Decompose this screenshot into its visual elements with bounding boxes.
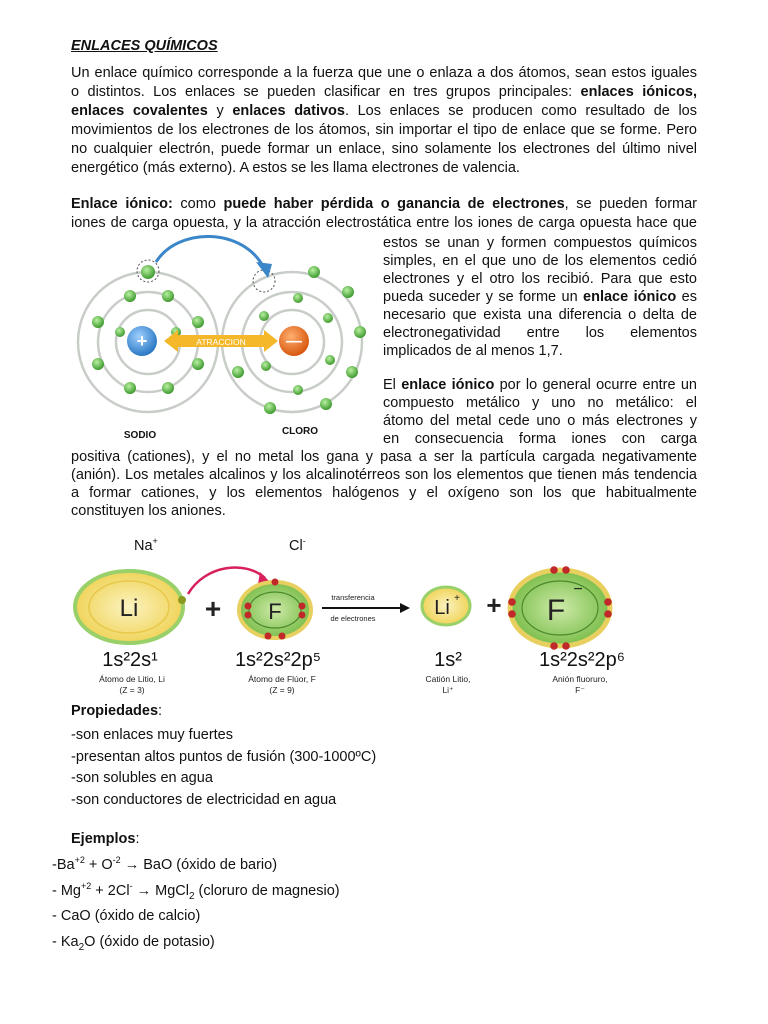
ionic-bond-term: enlace iónico [583, 289, 677, 305]
svg-text:F: F [268, 599, 282, 624]
example-text: O (óxido de potasio) [84, 933, 215, 950]
ionic-right-line [383, 288, 697, 307]
intro-line-1: Un enlace químico corresponde a la fuerza que une o enlaza a dos átomos, sean estos iguales [71, 65, 697, 81]
plus-sign: + [486, 590, 502, 620]
dative-bonds-term: enlaces dativos [232, 103, 345, 119]
ion-symbol: Cl [289, 538, 303, 554]
ionic-full-line: constituyen los aniones. [71, 503, 226, 519]
example-text: + 2Cl [91, 882, 130, 899]
plus-sign: + [204, 593, 222, 624]
ion-charge: - [302, 536, 306, 547]
example-item: - CaO (óxido de calcio) [52, 908, 201, 924]
lithium-config: 1s²2s¹ [102, 649, 158, 671]
ionic-full-line: (anión). Los metales alcalinos y los alcalinotérreos son los elementos que tienen más tendencia [71, 467, 697, 483]
lithium-caption: Átomo de Litio, Li [99, 674, 165, 684]
example-text: -Ba [52, 857, 75, 873]
ionic-right-line: estos se unan y formen compuestos químicos [383, 235, 697, 251]
chlorine-nucleus [279, 326, 309, 356]
intro-text: . Los enlaces se producen como resultado de los [344, 103, 697, 119]
colon: : [158, 703, 163, 719]
transfer-label-2: de electrones [330, 614, 376, 623]
charge: - [129, 880, 133, 891]
lithium-cation [422, 587, 470, 625]
ionic-text: , se pueden formar [564, 196, 697, 212]
svg-text:F: F [546, 594, 566, 627]
examples-list [52, 853, 340, 955]
intro-line-4: movimientos de los electrones de los átomos, sin importar el tipo de enlace que se forme. Pero [71, 122, 697, 138]
examples-label: Ejemplos [71, 831, 136, 847]
charge: +2 [74, 855, 85, 866]
intro-line-5: no cualquier electrón, puede formar un enlace, sino solamente los electrones del último nivel [71, 141, 697, 157]
ionic-line-2: iones de carga opuesta, y la atracción electrostática entre los iones de carga opuesta hace que [71, 215, 697, 231]
transfer-label-1: transferencia [331, 593, 375, 602]
charge: -2 [112, 855, 121, 866]
ionic-line-1 [71, 195, 697, 214]
colon: : [135, 831, 140, 847]
lithium-atom [75, 571, 186, 643]
fluoride-caption: Anión fluoruro, [552, 674, 608, 684]
ionic-text: como [172, 196, 224, 212]
fluorine-config: 1s²2s²2p⁵ [234, 649, 322, 671]
fluorine-z: (Z = 9) [269, 685, 295, 695]
intro-line-2 [71, 83, 697, 102]
ionic-text: pueda suceder y se forme un [383, 289, 584, 305]
covalent-bonds-term: enlaces covalentes [71, 103, 208, 119]
arrow-head-icon [400, 603, 410, 613]
lithium-fluorine-diagram [70, 560, 670, 708]
ionic-right-line: electrones y el otro los recibió. Para que esto [383, 271, 697, 287]
ionic-right-line: en consecuencia forma iones con carga [383, 431, 697, 447]
fluorine-atom [239, 579, 311, 640]
svg-text:—: — [286, 333, 302, 350]
fluoride-anion [508, 566, 612, 650]
loss-gain-term: puede haber pérdida o ganancia de electrones [223, 196, 565, 212]
ionic-right-line: electronegatividad entre los elementos [383, 325, 697, 341]
charge: +2 [81, 880, 92, 891]
properties-label: Propiedades [71, 703, 159, 719]
svg-text:+: + [136, 331, 148, 351]
ionic-paragraph [71, 195, 697, 235]
electron-transfer-arrow [156, 236, 264, 268]
properties-heading [71, 703, 162, 719]
ionic-text: es [676, 289, 697, 305]
intro-text: o distintos. Los enlaces se pueden clasificar en tres grupos principales: [71, 84, 581, 100]
property-item: -son solubles en agua [71, 770, 213, 786]
ionic-text: El [383, 377, 402, 393]
example-item [52, 930, 340, 956]
ionic-right-line: compuesto metálico y uno no metálico: el [383, 395, 697, 411]
lithium-cation-caption: Catión Litio, [425, 674, 471, 684]
intro-line-6: energético (más externo). A estos se les llama electrones de valencia. [71, 160, 520, 176]
ion-charge: + [152, 536, 158, 547]
ionic-right-line: simples, en el que uno de los elementos cedió [383, 253, 697, 269]
svg-text:−: − [573, 581, 583, 598]
ionic-full-line: positiva (cationes), y el no metal los gana y pasa a ser la partícula cargada negativamente [71, 449, 697, 465]
fluoride-config: 1s²2s²2p⁶ [538, 649, 626, 671]
lithium-cation-symbol: Li⁺ [442, 685, 454, 695]
ionic-full-line: a formar cationes, y los elementos halógenos y el oxígeno son los que habitualmente [71, 485, 697, 501]
svg-text:Li: Li [434, 597, 450, 619]
page-title: ENLACES QUÍMICOS [71, 38, 218, 54]
example-item [52, 853, 340, 879]
lithium-z: (Z = 3) [119, 685, 145, 695]
subscript: 2 [188, 890, 195, 902]
property-item: -son enlaces muy fuertes [71, 727, 233, 743]
ionic-continuation [71, 448, 697, 523]
ion-symbol: Na [134, 538, 153, 554]
fluorine-caption: Átomo de Flúor, F [248, 674, 316, 684]
subscript: 2 [78, 941, 85, 953]
chlorine-label: CLORO [281, 426, 319, 437]
properties-list [71, 725, 376, 811]
lithium-cation-config: 1s² [434, 649, 462, 671]
ionic-bonds-term: enlaces iónicos, [580, 84, 697, 100]
fluoride-symbol: F⁻ [575, 685, 585, 695]
ionic-bond-heading: Enlace iónico: [71, 196, 173, 212]
intro-paragraph [71, 64, 697, 179]
sodium-ion-label [134, 538, 158, 554]
ionic-right-line: átomo del metal cede uno o más electrones y [383, 413, 697, 429]
example-text: → BaO (óxido de bario) [120, 857, 278, 873]
ionic-right-line [383, 376, 697, 395]
ionic-right-line: implicados de al menos 1,7. [383, 343, 563, 359]
example-text: + O [84, 857, 113, 873]
example-text: - Ka [52, 933, 79, 950]
ionic-right-column [383, 234, 697, 454]
intro-line-3 [71, 102, 697, 121]
chloride-ion-label [289, 538, 306, 554]
svg-text:+: + [454, 593, 460, 604]
svg-text:Li: Li [119, 595, 139, 622]
example-text: (cloruro de magnesio) [194, 882, 340, 899]
example-text: - Mg [52, 882, 81, 899]
svg-text:ATRACCION: ATRACCION [196, 337, 246, 347]
sodium-chlorine-diagram [68, 232, 378, 447]
sodium-nucleus [127, 326, 157, 356]
ionic-right-line: necesario que exista una diferencia o delta de [383, 307, 697, 323]
sodium-label: SODIO [123, 430, 157, 441]
examples-heading [71, 831, 140, 847]
ionic-bond-term: enlace iónico [401, 377, 495, 393]
example-item [52, 879, 340, 905]
ionic-text: por lo general ocurre entre un [494, 377, 697, 393]
property-item: -son conductores de electricidad en agua [71, 791, 337, 808]
intro-text: y [207, 103, 233, 119]
example-text: → MgCl [132, 882, 189, 899]
property-item: -presentan altos puntos de fusión (300-1000ºC) [71, 748, 377, 765]
